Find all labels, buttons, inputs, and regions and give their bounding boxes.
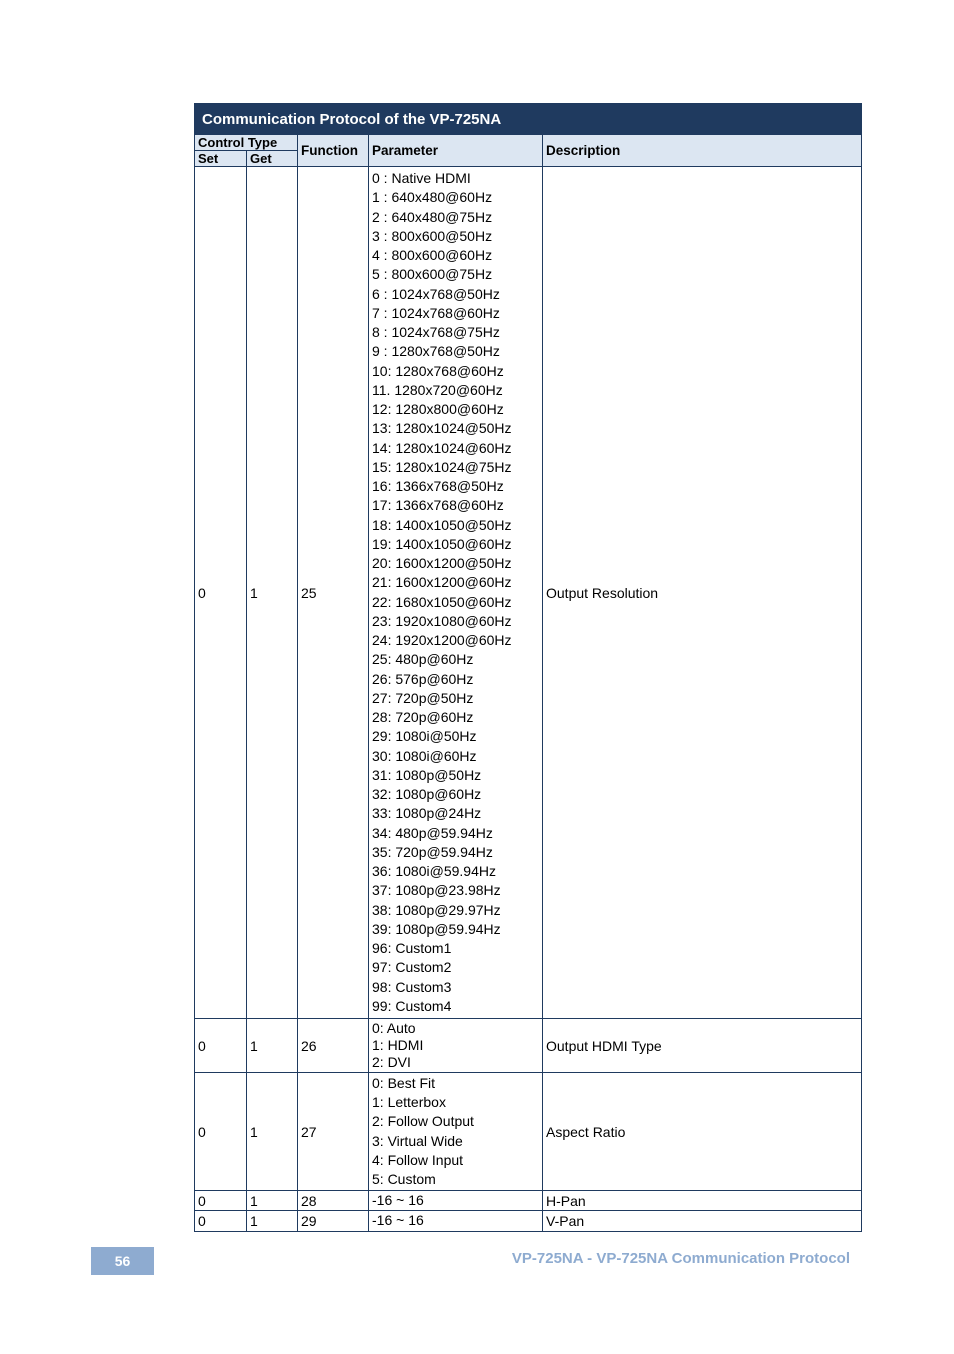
cell-parameter (369, 1191, 543, 1211)
parameter-line: 22: 1680x1050@60Hz (372, 593, 512, 610)
cell-parameter (369, 167, 543, 1019)
parameter-line: 17: 1366x768@60Hz (372, 497, 504, 514)
parameter-line: 12: 1280x800@60Hz (372, 401, 504, 417)
parameter-line: 38: 1080p@29.97Hz (372, 901, 501, 918)
parameter-line: 25: 480p@60Hz (372, 651, 474, 668)
parameter-line: 97: Custom2 (372, 959, 452, 976)
parameter-line: 36: 1080i@59.94Hz (372, 863, 496, 879)
parameter-line: 28: 720p@60Hz (372, 709, 474, 725)
cell-set: 0 (195, 1191, 247, 1211)
parameter-line: 1: HDMI (372, 1037, 424, 1053)
cell-parameter (369, 1073, 543, 1191)
parameter-line: 8 : 1024x768@75Hz (372, 324, 500, 340)
parameter-line: 34: 480p@59.94Hz (372, 824, 493, 841)
parameter-line: 18: 1400x1050@50Hz (372, 516, 512, 533)
cell-get: 1 (247, 1019, 298, 1073)
parameter-line: 30: 1080i@60Hz (372, 747, 477, 764)
parameter-line: 13: 1280x1024@50Hz (372, 420, 512, 437)
parameter-line: 99: Custom4 (372, 997, 452, 1014)
footer-title: VP-725NA - VP-725NA Communication Protocol (511, 1250, 850, 1267)
header-description: Description (543, 135, 862, 167)
parameter-line: 21: 1600x1200@60Hz (372, 574, 512, 591)
parameter-line: 9 : 1280x768@50Hz (372, 343, 500, 360)
parameter-line: -16 ~ 16 (372, 1192, 424, 1209)
parameter-line: 4 : 800x600@60Hz (372, 247, 493, 263)
parameter-line: 98: Custom3 (372, 978, 452, 995)
parameter-line: 14: 1280x1024@60Hz (372, 439, 512, 456)
table-body (195, 167, 862, 1232)
parameter-line: 35: 720p@59.94Hz (372, 843, 493, 860)
parameter-line: 6 : 1024x768@50Hz (372, 285, 500, 302)
cell-parameter (369, 1211, 543, 1231)
parameter-line: 20: 1600x1200@50Hz (372, 555, 512, 571)
parameter-line: 96: Custom1 (372, 940, 452, 956)
parameter-line: 19: 1400x1050@60Hz (372, 535, 512, 552)
header-function: Function (298, 135, 369, 167)
parameter-line: 1 : 640x480@60Hz (372, 189, 493, 206)
parameter-line: 0 : Native HDMI (372, 170, 471, 186)
header-set: Set (195, 151, 247, 167)
cell-function: 25 (298, 167, 369, 1019)
table-row (195, 1019, 862, 1073)
parameter-line: 3: Virtual Wide (372, 1132, 463, 1149)
table-row (195, 1211, 862, 1231)
parameter-line: 2: Follow Output (372, 1113, 474, 1130)
parameter-line: 2 : 640x480@75Hz (372, 208, 493, 225)
parameter-line: 29: 1080i@50Hz (372, 728, 477, 745)
parameter-line: 4: Follow Input (372, 1151, 464, 1168)
cell-description: Output HDMI Type (543, 1019, 862, 1073)
parameter-line: 0: Best Fit (372, 1075, 436, 1091)
parameter-line: 7 : 1024x768@60Hz (372, 304, 500, 321)
header-get: Get (247, 151, 298, 167)
cell-description: Aspect Ratio (543, 1073, 862, 1191)
table-row (195, 1191, 862, 1211)
cell-function: 27 (298, 1073, 369, 1191)
parameter-line: 11. 1280x720@60Hz (372, 381, 503, 398)
cell-get: 1 (247, 167, 298, 1019)
cell-function: 28 (298, 1191, 369, 1211)
cell-description: H-Pan (543, 1191, 862, 1211)
cell-set: 0 (195, 1073, 247, 1191)
parameter-line: 3 : 800x600@50Hz (372, 227, 493, 244)
parameter-line: 31: 1080p@50Hz (372, 766, 482, 783)
parameter-line: 2: DVI (372, 1054, 411, 1070)
parameter-line: 5 : 800x600@75Hz (372, 266, 493, 283)
cell-get: 1 (247, 1211, 298, 1231)
parameter-line: 16: 1366x768@50Hz (372, 478, 504, 494)
parameter-line: 1: Letterbox (372, 1094, 446, 1111)
parameter-line: 26: 576p@60Hz (372, 670, 474, 687)
table-row (195, 167, 862, 1019)
cell-parameter (369, 1019, 543, 1073)
parameter-line: 0: Auto (372, 1020, 416, 1036)
table-title: Communication Protocol of the VP-725NA (195, 104, 862, 135)
cell-description: Output Resolution (543, 167, 862, 1019)
parameter-line: 33: 1080p@24Hz (372, 805, 482, 822)
page-number: 56 (91, 1247, 154, 1275)
protocol-table (194, 103, 862, 1232)
parameter-line: 10: 1280x768@60Hz (372, 362, 504, 379)
parameter-line: 15: 1280x1024@75Hz (372, 458, 512, 475)
parameter-line: 27: 720p@50Hz (372, 689, 474, 706)
header-parameter: Parameter (369, 135, 543, 167)
cell-get: 1 (247, 1191, 298, 1211)
cell-description: V-Pan (543, 1211, 862, 1231)
cell-set: 0 (195, 1019, 247, 1073)
parameter-line: 24: 1920x1200@60Hz (372, 632, 512, 648)
parameter-line: 39: 1080p@59.94Hz (372, 920, 501, 937)
table-row (195, 1073, 862, 1191)
cell-set: 0 (195, 1211, 247, 1231)
parameter-line: 32: 1080p@60Hz (372, 786, 482, 802)
parameter-line: -16 ~ 16 (372, 1212, 424, 1229)
parameter-line: 37: 1080p@23.98Hz (372, 882, 501, 899)
cell-get: 1 (247, 1073, 298, 1191)
cell-set: 0 (195, 167, 247, 1019)
cell-function: 29 (298, 1211, 369, 1231)
parameter-line: 5: Custom (372, 1171, 436, 1188)
header-control-type: Control Type (195, 135, 298, 151)
cell-function: 26 (298, 1019, 369, 1073)
parameter-line: 23: 1920x1080@60Hz (372, 612, 512, 629)
